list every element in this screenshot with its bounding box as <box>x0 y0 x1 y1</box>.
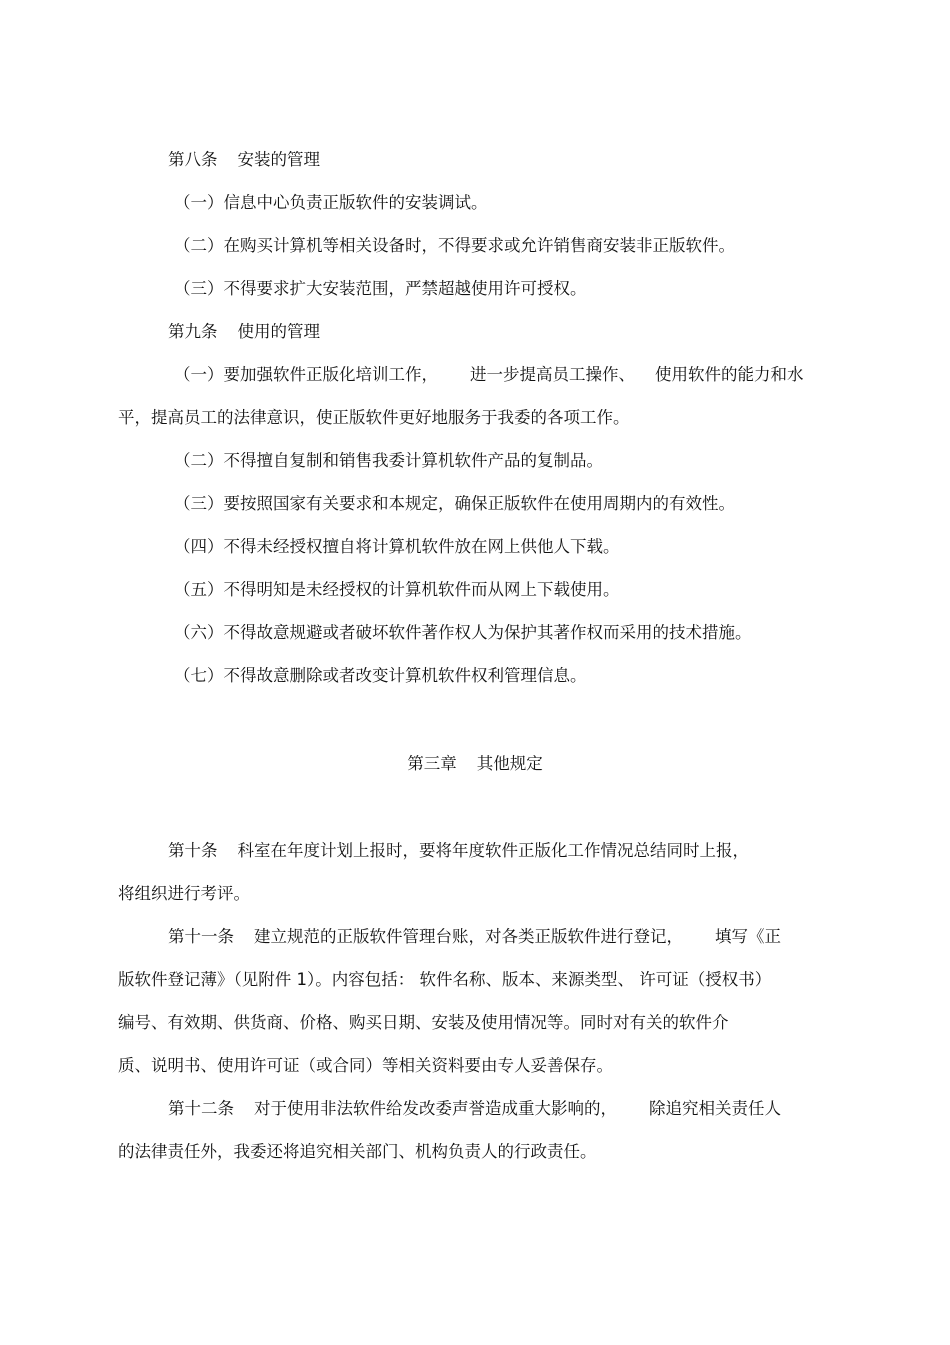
article-8-item-1: （一）信息中心负责正版软件的安装调试。 <box>174 193 488 212</box>
article-12-line-1 <box>168 1098 781 1120</box>
article-11-text-a: 建立规范的正版软件管理台账，对各类正版软件进行登记， <box>254 927 683 946</box>
article-9-item-1-part-b: 进一步提高员工操作、 <box>470 365 635 384</box>
article-9-item-1-line-2: 平，提高员工的法律意识，使正版软件更好地服务于我委的各项工作。 <box>118 408 630 427</box>
article-9-item-3: （三）要按照国家有关要求和本规定，确保正版软件在使用周期内的有效性。 <box>174 494 735 513</box>
article-9-title: 使用的管理 <box>237 322 320 341</box>
article-8-heading <box>168 149 320 171</box>
article-9-item-1-part-a: （一）要加强软件正版化培训工作， <box>174 365 438 384</box>
article-12-line-2: 的法律责任外，我委还将追究相关部门、机构负责人的行政责任。 <box>118 1142 597 1161</box>
article-10-line-2: 将组织进行考评。 <box>118 884 250 903</box>
article-9-item-4: （四）不得未经授权擅自将计算机软件放在网上供他人下载。 <box>174 537 620 556</box>
chapter-3-number: 第三章 <box>407 754 457 773</box>
article-10-number: 第十条 <box>168 841 218 860</box>
article-12-text-a: 对于使用非法软件给发改委声誉造成重大影响的， <box>254 1099 617 1118</box>
chapter-3-heading <box>0 753 950 775</box>
article-9-number: 第九条 <box>168 322 218 341</box>
article-8-item-2: （二）在购买计算机等相关设备时，不得要求或允许销售商安装非正版软件。 <box>174 236 735 255</box>
article-9-heading <box>168 321 320 343</box>
article-11-line-3: 编号、有效期、供货商、价格、购买日期、安装及使用情况等。同时对有关的软件介 <box>118 1013 729 1032</box>
article-8-number: 第八条 <box>168 150 218 169</box>
article-8-item-3: （三）不得要求扩大安装范围，严禁超越使用许可授权。 <box>174 279 587 298</box>
article-10-line-1 <box>168 840 749 862</box>
article-12-number: 第十二条 <box>168 1099 234 1118</box>
article-9-item-2: （二）不得擅自复制和销售我委计算机软件产品的复制品。 <box>174 451 603 470</box>
article-11-number: 第十一条 <box>168 927 234 946</box>
article-11-line-2: 版软件登记薄》（见附件 1）。内容包括： 软件名称、版本、来源类型、 许可证（授权书） <box>118 970 772 989</box>
chapter-3-title: 其他规定 <box>476 754 543 773</box>
article-9-item-1-part-c: 使用软件的能力和水 <box>655 365 804 384</box>
article-11-line-4: 质、说明书、使用许可证（或合同）等相关资料要由专人妥善保存。 <box>118 1056 613 1075</box>
article-11-line-1 <box>168 926 781 948</box>
article-8-title: 安装的管理 <box>237 150 320 169</box>
article-9-item-5: （五）不得明知是未经授权的计算机软件而从网上下载使用。 <box>174 580 620 599</box>
article-11-text-b: 填写《正 <box>715 927 781 946</box>
article-12-text-b: 除追究相关责任人 <box>649 1099 781 1118</box>
article-10-text: 科室在年度计划上报时，要将年度软件正版化工作情况总结同时上报， <box>237 841 749 860</box>
article-9-item-1-line-1 <box>174 364 804 386</box>
article-9-item-7: （七）不得故意删除或者改变计算机软件权利管理信息。 <box>174 666 587 685</box>
article-9-item-6: （六）不得故意规避或者破坏软件著作权人为保护其著作权而采用的技术措施。 <box>174 623 752 642</box>
